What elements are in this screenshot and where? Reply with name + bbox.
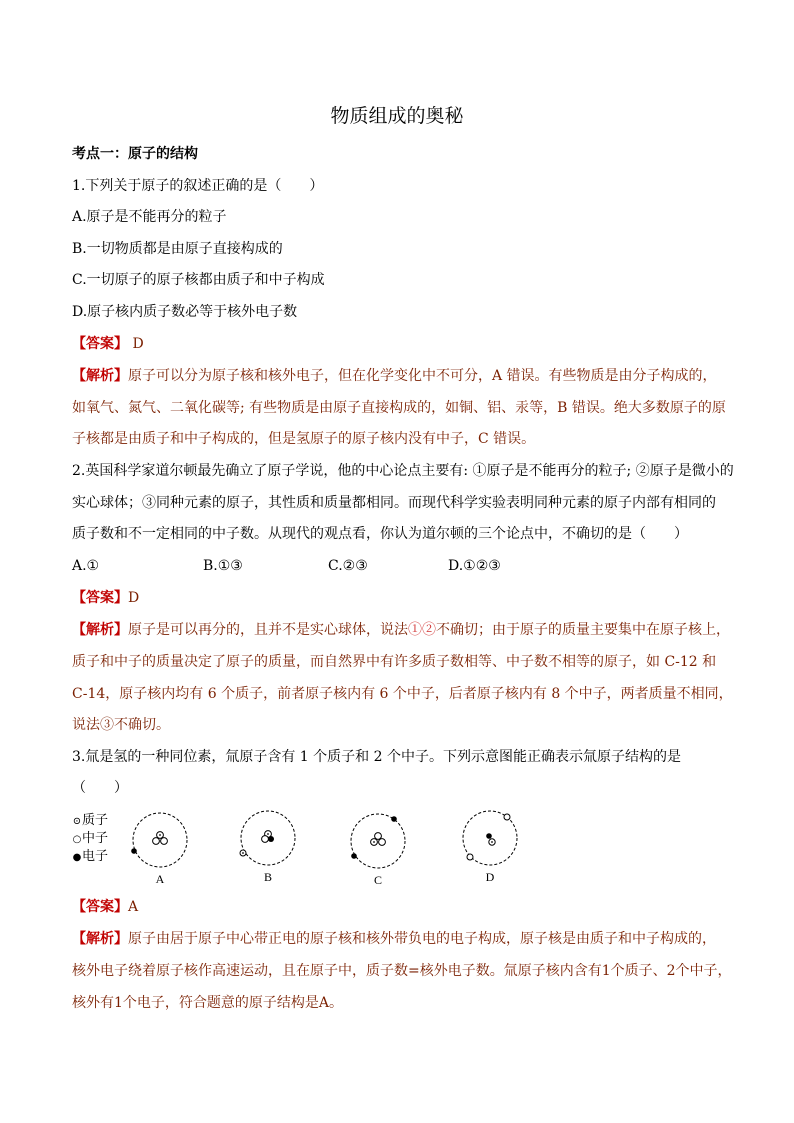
answer-tag: 【答案】 (72, 336, 128, 352)
question-1-analysis-line: 子核都是由质子和中子构成的，但是氢原子的原子核内没有中子，C 错误。 (72, 431, 536, 447)
question-2-stem-line: 2.英国科学家道尔顿最先确立了原子学说，他的中心论点主要有: ①原子是不能再分的粒子; ②原子是微小的 (72, 463, 734, 479)
legend-label: 电子 (82, 849, 109, 864)
section-heading: 考点一：原子的结构 (72, 146, 198, 162)
diagram-label-b: B (263, 870, 273, 884)
analysis-text: 不确切；由于原子的质量主要集中在原子核上， (436, 622, 730, 638)
electron (486, 833, 492, 839)
atom-diagram-c (351, 814, 405, 887)
neutron (375, 833, 382, 840)
neutron (379, 839, 386, 846)
question-3-analysis-line: 核外有1个电子，符合题意的原子结构是A。 (72, 995, 344, 1011)
question-1-option-b: B.一切物质都是由原子直接构成的 (72, 241, 283, 257)
neutron (153, 838, 160, 845)
diagram-label-a: A (155, 872, 165, 886)
atom-diagram-a (131, 813, 187, 886)
question-2-analysis-line: C-14，原子核内均有 6 个质子，前者原子核内有 6 个中子，后者原子核内有 8 个中子，两者质量不相同， (72, 686, 733, 702)
question-2-stem-line: 实心球体；③同种元素的原子，其性质和质量都相同。而现代科学实验表明同种元素的原子内部有相同的 (72, 495, 716, 511)
analysis-text: 原子是可以再分的，且并不是实心球体，说法 (128, 622, 408, 638)
question-3-answer (72, 897, 138, 917)
proton-dot (491, 841, 493, 843)
highlighted-text: ①② (408, 622, 436, 638)
answer-value: D (132, 336, 144, 352)
legend-electron (72, 849, 108, 866)
question-1-analysis-line (72, 366, 717, 386)
proton-dot (159, 834, 161, 836)
neutron-symbol: ○ (72, 834, 82, 845)
question-3-stem-line: 3.氚是氢的一种同位素，氚原子含有 1 个质子和 2 个中子。下列示意图能正确表示氚原子结构的是 (72, 749, 681, 765)
electron (351, 853, 357, 859)
atom-diagrams (120, 805, 520, 890)
electron-orbit (351, 814, 405, 868)
proton-dot (373, 841, 375, 843)
electron (268, 836, 274, 842)
page-title: 物质组成的奥秘 (330, 105, 464, 127)
answer-tag: 【答案】 (72, 899, 128, 915)
analysis-tag: 【解析】 (72, 931, 128, 947)
question-2-option-a: A.① (72, 558, 100, 574)
question-2-option-c: C.②③ (328, 558, 368, 574)
electron-symbol: ● (72, 852, 82, 863)
question-3-stem-line: （ ） (72, 780, 128, 796)
question-2-option-d: D.①②③ (448, 558, 501, 574)
diagram-label-d: D (485, 870, 495, 884)
neutron (504, 814, 510, 820)
legend-label: 质子 (82, 813, 109, 828)
neutron (262, 836, 269, 843)
question-2-stem-line: 质子数和不一定相同的中子数。从现代的观点看，你认为道尔顿的三个论点中，不确切的是（ ） (72, 526, 688, 542)
atom-diagram-b (240, 811, 295, 884)
electron-orbit (133, 813, 187, 867)
analysis-text: 原子由居于原子中心带正电的原子核和核外带负电的电子构成，原子核是由质子和中子构成的， (128, 931, 716, 947)
question-1-option-c: C.一切原子的原子核都由质子和中子构成 (72, 272, 325, 288)
legend-neutron (72, 831, 108, 848)
question-1-option-a: A.原子是不能再分的粒子 (72, 209, 227, 225)
question-1-analysis-line: 如氧气、氮气、二氧化碳等; 有些物质是由原子直接构成的，如铜、铝、汞等，B 错误。绝大多数原子的原 (72, 400, 726, 416)
electron (391, 816, 397, 822)
outer-proton-dot (242, 852, 244, 854)
neutron (161, 838, 168, 845)
answer-tag: 【答案】 (72, 590, 128, 606)
question-2-analysis-line: 质子和中子的质量决定了原子的质量，而自然界中有许多质子数相等、中子数不相等的原子，如 C-12 和 (72, 654, 717, 670)
answer-value: A (128, 899, 139, 915)
question-3-analysis-line (72, 929, 716, 949)
question-1-stem: 1.下列关于原子的叙述正确的是（ ） (72, 178, 324, 194)
neutron (467, 854, 473, 860)
atom-diagram-d (463, 811, 517, 884)
question-2-analysis-line (72, 620, 730, 640)
question-3-analysis-line: 核外电子绕着原子核作高速运动，且在原子中，质子数=核外电子数。氚原子核内含有1个质子、2个中子， (72, 963, 732, 979)
legend-proton (72, 813, 108, 830)
question-2-answer (72, 588, 139, 608)
proton-symbol: ⊙ (72, 816, 82, 827)
question-2-option-b: B.①③ (203, 558, 243, 574)
diagram-label-c: C (373, 873, 383, 887)
question-1-option-d: D.原子核内质子数必等于核外电子数 (72, 304, 298, 320)
question-2-analysis-line: 说法③不确切。 (72, 717, 170, 733)
proton-dot (267, 833, 269, 835)
analysis-tag: 【解析】 (72, 368, 128, 384)
legend-label: 中子 (82, 831, 109, 846)
electron (131, 848, 137, 854)
question-1-answer (72, 334, 144, 354)
answer-value: D (128, 590, 140, 606)
analysis-text: 原子可以分为原子核和核外电子，但在化学变化中不可分，A 错误。有些物质是由分子构成的， (128, 368, 717, 384)
analysis-tag: 【解析】 (72, 622, 128, 638)
